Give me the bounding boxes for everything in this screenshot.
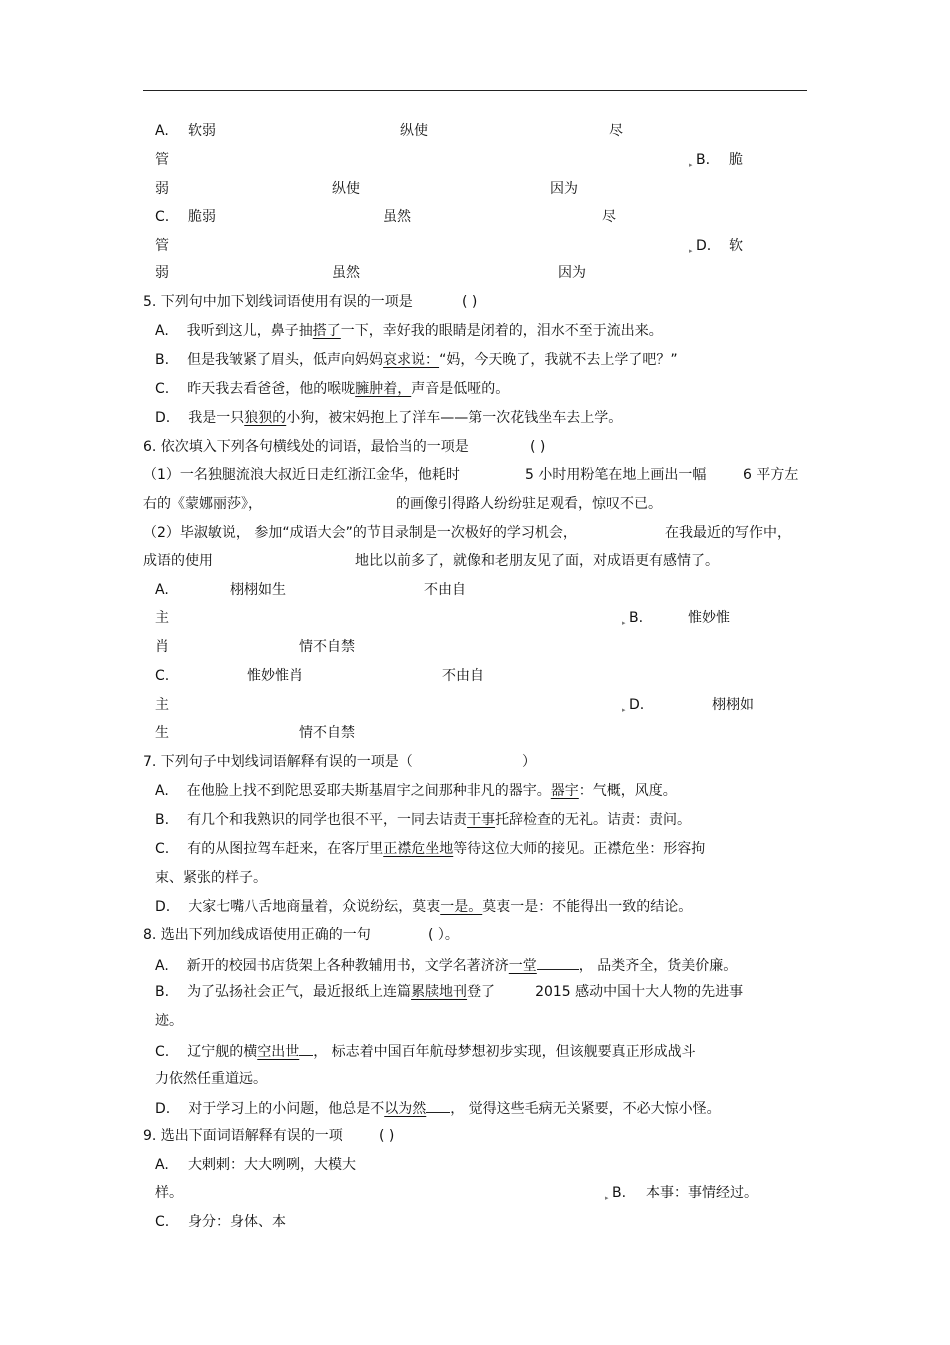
q4-option-a-word2: 纵使 <box>400 123 428 139</box>
q5-option-a-label: A. <box>155 323 169 339</box>
q4-option-c-label: C. <box>155 209 170 225</box>
q8-option-c-underline-tail <box>299 1041 313 1056</box>
q9-option-a-label: A. <box>155 1157 169 1173</box>
q7-option-b-label: B. <box>155 812 170 828</box>
q6-sentence1-part2: 5 小时用粉笔在地上画出一幅 <box>525 467 707 483</box>
q6-option-c-label: C. <box>155 668 170 684</box>
q8-option-b-text-pre: 为了弘扬社会正气，最近报纸上连篇 <box>187 984 412 1000</box>
q6-sentence1-part3: 6 平方左 <box>743 467 799 483</box>
q5-option-c <box>155 380 509 398</box>
q6-stem: 6. 依次填入下列各句横线处的词语，最恰当的一项是 <box>143 439 469 455</box>
q9-option-a-text: 大剌剌：大大咧咧，大模大 <box>188 1157 356 1173</box>
q5-option-d <box>155 409 622 427</box>
q9-option-b-label: B. <box>612 1185 627 1201</box>
q4-option-a-word3-cont: 管 <box>155 152 169 168</box>
q7-option-a-text-pre: 在他脸上找不到陀思妥耶夫斯基眉宇之间那种非凡的器宇。 <box>186 783 551 799</box>
q7-option-d-text-pre: 大家七嘴八舌地商量着，众说纷纭，莫衷 <box>188 899 441 915</box>
q6-sentence2-part2: 在我最近的写作中， <box>665 525 791 541</box>
q4-option-b-word1: 脆 <box>729 152 743 168</box>
q6-option-b-word1: 惟妙惟 <box>688 610 730 626</box>
break-mark: ▸ <box>689 247 693 255</box>
q7-option-d-underlined: 一是。 <box>440 899 483 915</box>
q7-option-a-label: A. <box>155 783 169 799</box>
q4-option-d-label: D. <box>696 238 712 254</box>
q6-option-c-word1: 惟妙惟肖 <box>247 668 303 684</box>
q8-option-d-text-post: ， 觉得这些毛病无关紧要，不必大惊小怪。 <box>450 1101 721 1117</box>
q8-option-c-text-pre: 辽宁舰的横 <box>187 1044 258 1060</box>
q6-option-b-word1-cont: 肖 <box>155 639 169 655</box>
q8-option-b-label: B. <box>155 984 170 1000</box>
q6-sentence2-part3: 成语的使用 <box>143 553 213 569</box>
q5-option-c-underlined: 臃肿着， <box>355 381 412 397</box>
q5-option-a-underlined: 搭了 <box>312 323 341 339</box>
q6-option-d-word1: 栩栩如 <box>712 697 754 713</box>
q5-option-b-text-pre: 但是我皱紧了眉头，低声向妈妈 <box>187 352 384 368</box>
break-mark: ▸ <box>605 1194 609 1202</box>
q6-option-a-word2: 不由自 <box>424 582 466 598</box>
q7-option-c-underlined: 正襟危坐地 <box>383 841 454 857</box>
q8-option-d <box>155 1098 721 1118</box>
q5-option-b-underlined: 哀求说： <box>383 352 440 368</box>
q4-option-d-word1-cont: 弱 <box>155 265 169 281</box>
q4-option-c-word3: 尽 <box>602 209 616 225</box>
q6-option-a-word2-cont: 主 <box>155 610 169 626</box>
q5-option-c-label: C. <box>155 381 170 397</box>
q8-option-c-underlined: 空出世 <box>257 1044 300 1060</box>
q7-option-d-text-post: 莫衷一是：不能得出一致的结论。 <box>482 899 693 915</box>
q5-stem: 5. 下列句中加下划线词语使用有误的一项是 <box>143 294 413 310</box>
q8-option-a-text-post: ， 品类齐全，货美价廉。 <box>578 958 738 974</box>
q4-option-a-label: A. <box>155 123 169 139</box>
q5-option-a-text-post: 一下，幸好我的眼睛是闭着的，泪水不至于流出来。 <box>340 323 663 339</box>
q7-option-b-text-pre: 有几个和我熟识的同学也很不平，一同去诘责 <box>187 812 468 828</box>
q5-option-d-text-post: 小狗，被宋妈抱上了洋车——第一次花钱坐车去上学。 <box>286 410 623 426</box>
q8-option-a-underlined: 一堂 <box>508 958 537 974</box>
q6-sentence2-part1: （2）毕淑敏说， 参加“成语大会”的节目录制是一次极好的学习机会， <box>143 525 577 541</box>
q7-answer-paren: ） <box>522 754 536 770</box>
q9-option-a-text-cont: 样。 <box>155 1185 183 1201</box>
q5-option-d-text-pre: 我是一只 <box>188 410 245 426</box>
q7-option-c-text-post: 等待这位大师的接见。正襟危坐：形容拘 <box>453 841 706 857</box>
q4-option-c-word2: 虽然 <box>383 209 411 225</box>
q7-option-c-text-pre: 有的从图拉驾车赶来，在客厅里 <box>187 841 384 857</box>
q7-option-a-text-post: ：气概，风度。 <box>578 783 677 799</box>
q8-option-b-line2: 迹。 <box>155 1013 183 1029</box>
q9-option-c-label: C. <box>155 1214 170 1230</box>
q8-option-c-line2: 力依然任重道远。 <box>155 1071 267 1087</box>
q7-stem: 7. 下列句子中划线词语解释有误的一项是（ <box>143 754 413 770</box>
q6-sentence1-part4: 右的《蒙娜丽莎》， <box>143 496 262 512</box>
q8-option-b-underlined: 累牍地刊 <box>411 984 468 1000</box>
q4-option-b-word2: 纵使 <box>332 181 360 197</box>
q8-option-b <box>155 983 743 1001</box>
q6-option-b-word2: 情不自禁 <box>299 639 355 655</box>
q9-option-b-text: 本事：事情经过。 <box>646 1185 758 1201</box>
q8-option-b-text-post: 登了 <box>467 984 496 1000</box>
q8-option-c-label: C. <box>155 1044 170 1060</box>
break-mark: ▸ <box>689 161 693 169</box>
q6-sentence1-part1: （1）一名独腿流浪大叔近日走红浙江金华，他耗时 <box>143 467 460 483</box>
q7-option-d <box>155 898 692 916</box>
q6-option-a-label: A. <box>155 582 169 598</box>
q7-option-a-underlined: 器宇 <box>550 783 579 799</box>
q6-option-c-word2-cont: 主 <box>155 697 169 713</box>
q6-option-d-word2: 情不自禁 <box>299 725 355 741</box>
q4-option-b-word3: 因为 <box>550 181 578 197</box>
q6-option-d-word1-cont: 生 <box>155 725 169 741</box>
q5-option-a <box>155 322 663 340</box>
q5-answer-paren: ( ) <box>462 294 478 310</box>
q7-option-c <box>155 840 705 858</box>
q6-option-c-word2: 不由自 <box>442 668 484 684</box>
q6-sentence1-part5: 的画像引得路人纷纷驻足观看，惊叹不已。 <box>396 496 662 512</box>
q4-option-d-word2: 虽然 <box>332 265 360 281</box>
q8-option-d-label: D. <box>155 1101 171 1117</box>
q7-option-b-text-post: 托辞检查的无礼。诘责：责问。 <box>495 812 692 828</box>
q4-option-c-word3-cont: 管 <box>155 238 169 254</box>
q6-option-d-label: D. <box>629 697 645 713</box>
q7-option-b-underlined: 干事 <box>467 812 496 828</box>
header-rule <box>143 90 807 91</box>
q8-option-b-text-post2: 2015 感动中国十大人物的先进事 <box>535 984 744 1000</box>
q5-option-b-label: B. <box>155 352 170 368</box>
q4-option-b-label: B. <box>696 152 711 168</box>
q8-option-a-underline-tail <box>537 955 579 970</box>
q4-option-c-word1: 脆弱 <box>188 209 216 225</box>
q7-option-c-label: C. <box>155 841 170 857</box>
q8-option-a <box>155 955 737 975</box>
q4-option-a-word1: 软弱 <box>188 123 216 139</box>
q6-option-b-label: B. <box>629 610 644 626</box>
q8-answer-paren: ( ）。 <box>428 927 459 943</box>
q6-answer-paren: ( ) <box>530 439 546 455</box>
q5-option-b <box>155 351 678 369</box>
q8-option-d-underlined: 以为然 <box>384 1101 427 1117</box>
q4-option-d-word1: 软 <box>729 238 743 254</box>
q5-option-c-text-post: 声音是低哑的。 <box>411 381 510 397</box>
q8-option-d-underline-tail <box>426 1098 450 1113</box>
q8-option-c <box>155 1041 696 1061</box>
q5-option-c-text-pre: 昨天我去看爸爸，他的喉咙 <box>187 381 356 397</box>
q7-option-d-label: D. <box>155 899 171 915</box>
q4-option-b-word1-cont: 弱 <box>155 181 169 197</box>
q9-stem: 9. 选出下面词语解释有误的一项 <box>143 1128 343 1144</box>
q8-option-a-text-pre: 新开的校园书店货架上各种教辅用书，文学名著济济 <box>186 958 509 974</box>
q6-sentence2-part4: 地比以前多了，就像和老朋友见了面，对成语更有感情了。 <box>355 553 719 569</box>
q8-option-a-label: A. <box>155 958 169 974</box>
q8-option-c-text-post: ， 标志着中国百年航母梦想初步实现，但该舰要真正形成战斗 <box>313 1044 696 1060</box>
q7-option-a <box>155 782 677 800</box>
q5-option-d-underlined: 狼狈的 <box>244 410 287 426</box>
q5-option-a-text-pre: 我听到这儿，鼻子抽 <box>186 323 313 339</box>
q6-option-a-word1: 栩栩如生 <box>230 582 286 598</box>
q5-option-d-label: D. <box>155 410 171 426</box>
break-mark: ▸ <box>622 619 626 627</box>
q8-option-d-text-pre: 对于学习上的小问题，他总是不 <box>188 1101 385 1117</box>
break-mark: ▸ <box>622 706 626 714</box>
q9-option-c-text: 身分：身体、本 <box>188 1214 286 1230</box>
q8-stem: 8. 选出下列加线成语使用正确的一句 <box>143 927 371 943</box>
q4-option-d-word3: 因为 <box>558 265 586 281</box>
q9-answer-paren: ( ) <box>379 1128 395 1144</box>
q7-option-c-line2: 束、紧张的样子。 <box>155 870 267 886</box>
q5-option-b-text-post: “妈，今天晚了，我就不去上学了吧？” <box>439 352 678 368</box>
q4-option-a-word3: 尽 <box>609 123 623 139</box>
q7-option-b <box>155 811 691 829</box>
